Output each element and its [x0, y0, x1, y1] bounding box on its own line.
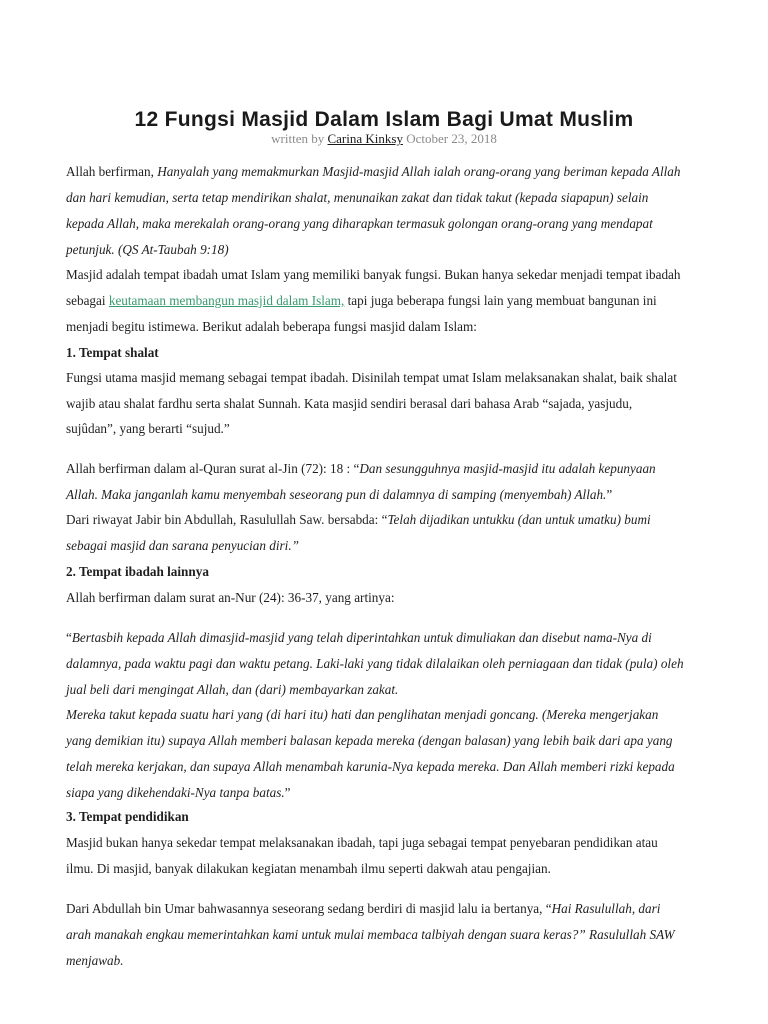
body-line	[66, 680, 398, 700]
text-span: Bertasbih kepada Allah dimasjid-masjid yang telah diperintahkan untuk dimuliakan dan disebut nama-Nya di	[71, 630, 652, 645]
text-span: sebagai masjid dan sarana penyucian diri.”	[66, 538, 299, 553]
text-span: arah manakah engkau memerintahkan kami untuk mulai membaca talbiyah dengan suara keras?” Rasulullah SAW	[66, 927, 675, 942]
text-span: Allah berfirman,	[66, 164, 158, 179]
text-span: ”	[284, 785, 291, 800]
text-span: ilmu. Di masjid, banyak dilakukan kegiatan menambah ilmu seperti dakwah atau pengajian.	[66, 861, 551, 876]
body-line	[66, 757, 675, 777]
body-line	[66, 485, 612, 505]
text-span: kepada Allah, maka merekalah orang-orang yang diharapkan termasuk golongan orang-orang yang mendapat	[66, 216, 653, 231]
body-line	[66, 562, 209, 582]
text-span: yang demikian itu) supaya Allah memberi balasan kepada mereka (dengan balasan) yang lebih baik dari apa yang	[66, 733, 673, 748]
text-span: Hai Rasulullah, dari	[551, 901, 661, 916]
body-line	[66, 628, 652, 648]
text-span: Fungsi utama masjid memang sebagai tempat ibadah. Disinilah tempat umat Islam melaksanakan shalat, baik shalat	[66, 370, 677, 385]
text-span: dan hari kemudian, serta tetap mendirikan shalat, menunaikan zakat dan tidak takut (kepada siapapun) selain	[66, 190, 649, 205]
body-line	[66, 188, 648, 208]
body-line	[66, 705, 658, 725]
body-line	[66, 899, 660, 919]
section-heading: 3. Tempat pendidikan	[66, 809, 189, 824]
text-span: tapi juga beberapa fungsi lain yang membuat bangunan ini	[344, 293, 657, 308]
body-line	[66, 654, 684, 674]
body-line	[66, 240, 229, 260]
body-line	[66, 588, 394, 608]
body-line	[66, 291, 657, 311]
text-span: jual beli dari mengingat Allah, dan (dari) membayarkan zakat.	[66, 682, 399, 697]
text-span: Allah berfirman dalam al-Quran surat al-Jin (72): 18 : “	[66, 461, 360, 476]
body-line	[66, 510, 651, 530]
body-line	[66, 833, 658, 853]
article-link[interactable]: keutamaan membangun masjid dalam Islam,	[108, 293, 345, 308]
text-span: Telah dijadikan untukku (dan untuk umatku) bumi	[387, 512, 651, 527]
body-line	[66, 162, 680, 182]
text-span: Masjid adalah tempat ibadah umat Islam yang memiliki banyak fungsi. Bukan hanya sekedar menjadi tempat ibadah	[66, 267, 681, 282]
body-line	[66, 317, 477, 337]
body-line	[66, 731, 673, 751]
text-span: telah mereka kerjakan, dan supaya Allah menambah karunia-Nya kepada mereka. Dan Allah memberi rizki kepada	[66, 759, 675, 774]
text-span: dalamnya, pada waktu pagi dan waktu petang. Laki-laki yang tidak dilalaikan oleh perniagaan dan tidak (pula) oleh	[66, 656, 684, 671]
text-span: “	[66, 630, 72, 645]
byline-prefix: written by	[271, 131, 328, 146]
text-span: Allah berfirman dalam surat an-Nur (24): 36-37, yang artinya:	[66, 590, 395, 605]
body-line	[66, 343, 159, 363]
body-line	[66, 419, 230, 439]
body-line	[66, 807, 189, 827]
body-line	[66, 459, 656, 479]
text-span: sujûdan”, yang berarti “sujud.”	[66, 421, 230, 436]
body-line	[66, 265, 681, 285]
body-line	[66, 536, 299, 556]
text-span: wajib atau shalat fardhu serta shalat Sunnah. Kata masjid sendiri berasal dari bahasa Arab “sajada, yasjudu,	[66, 396, 633, 411]
text-span: petunjuk. (QS At-Taubah 9:18)	[66, 242, 229, 257]
text-span: Dan sesungguhnya masjid-masjid itu adalah kepunyaan	[359, 461, 656, 476]
text-span: menjawab.	[66, 953, 124, 968]
body-line	[66, 859, 551, 879]
article-byline	[0, 131, 768, 147]
publish-date: October 23, 2018	[402, 131, 497, 146]
text-span: Allah. Maka janganlah kamu menyembah seseorang pun di dalamnya di samping (menyembah) Allah.	[66, 487, 607, 502]
body-line	[66, 951, 124, 971]
text-span: Dari Abdullah bin Umar bahwasannya seseorang sedang berdiri di masjid lalu ia bertanya, “	[66, 901, 552, 916]
text-span: menjadi begitu istimewa. Berikut adalah beberapa fungsi masjid dalam Islam:	[66, 319, 477, 334]
body-line	[66, 394, 632, 414]
body-line	[66, 214, 653, 234]
text-span: sebagai	[66, 293, 109, 308]
article-title: 12 Fungsi Masjid Dalam Islam Bagi Umat Muslim	[134, 108, 634, 131]
author-link[interactable]: Carina Kinksy	[327, 131, 403, 146]
text-span: siapa yang dikehendaki-Nya tanpa batas.	[66, 785, 285, 800]
section-heading: 2. Tempat ibadah lainnya	[66, 564, 209, 579]
body-line	[66, 783, 291, 803]
section-heading: 1. Tempat shalat	[66, 345, 159, 360]
body-line	[66, 925, 675, 945]
text-span: Mereka takut kepada suatu hari yang (di hari itu) hati dan penglihatan menjadi goncang. (Mereka mengerjakan	[66, 707, 659, 722]
body-line	[66, 368, 677, 388]
text-span: Masjid bukan hanya sekedar tempat melaksanakan ibadah, tapi juga sebagai tempat penyebaran pendidikan atau	[66, 835, 658, 850]
text-span: Dari riwayat Jabir bin Abdullah, Rasulullah Saw. bersabda: “	[66, 512, 388, 527]
text-span: ”	[606, 487, 613, 502]
text-span: Hanyalah yang memakmurkan Masjid-masjid Allah ialah orang-orang yang beriman kepada Allah	[157, 164, 681, 179]
